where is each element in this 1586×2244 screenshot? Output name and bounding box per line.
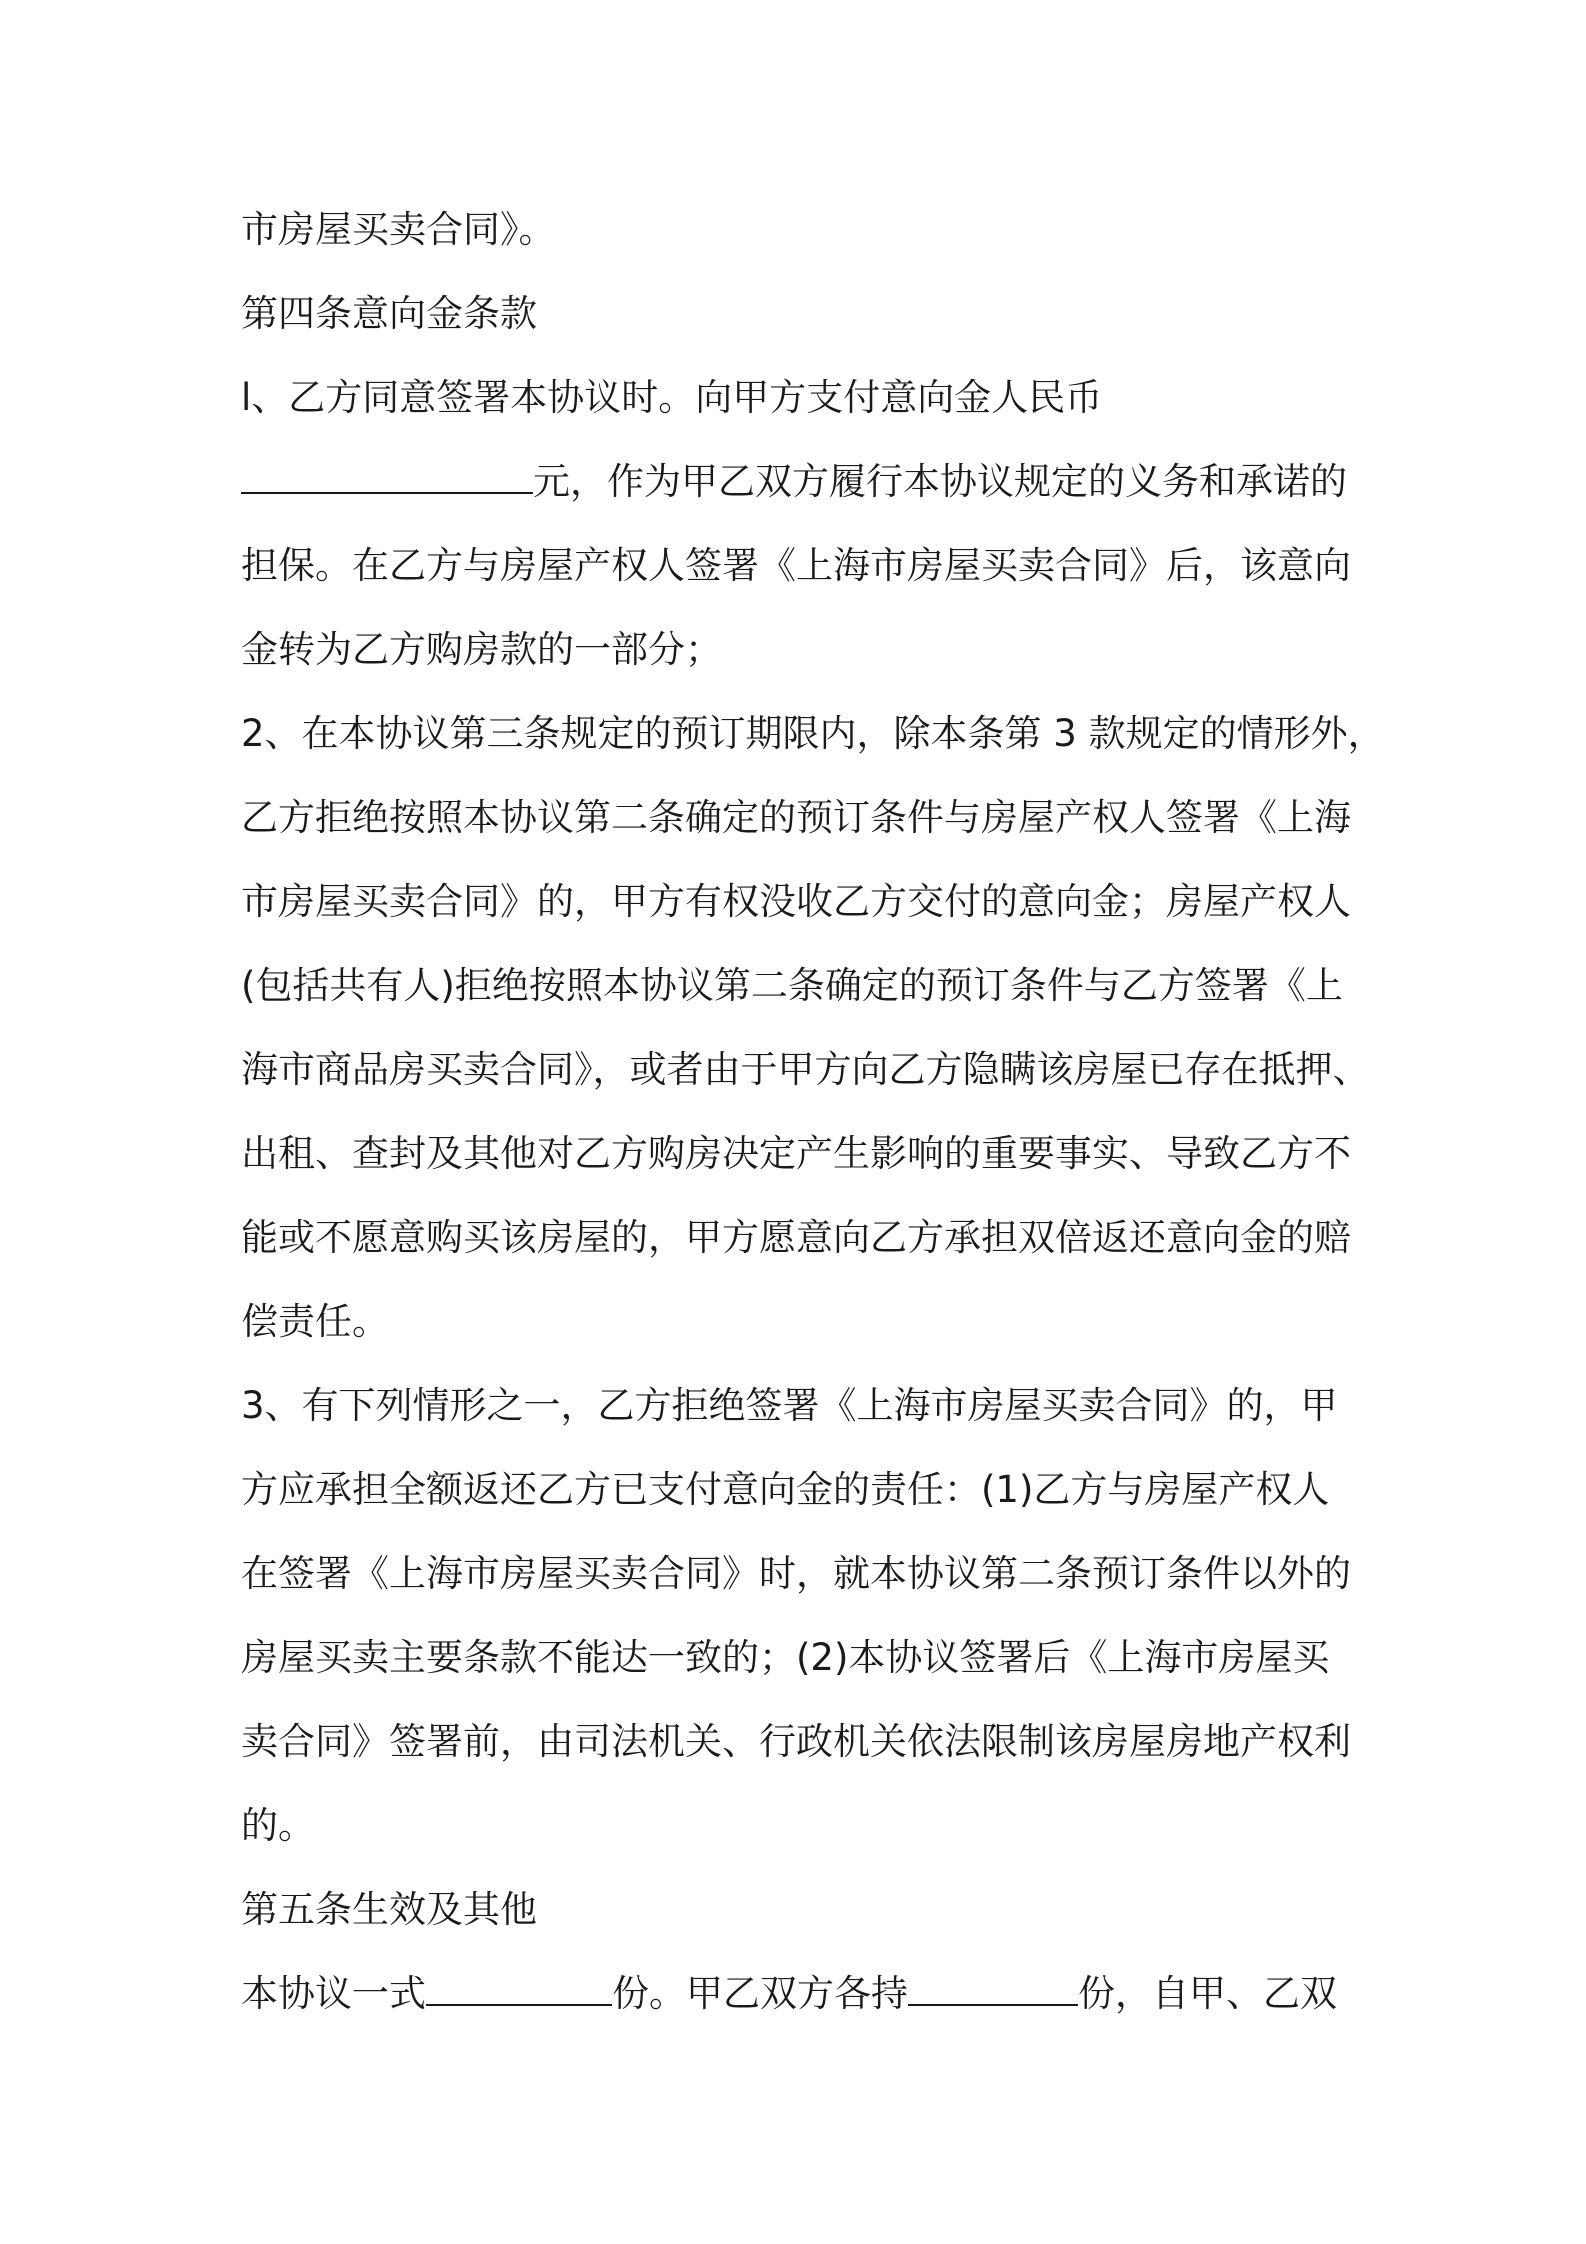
text-line: 房屋买卖主要条款不能达一致的；(2)本协议签署后《上海市房屋买 (241, 1636, 1330, 1679)
text-line: 出租、查封及其他对乙方购房决定产生影响的重要事实、导致乙方不 (241, 1132, 1351, 1175)
text-line: 的。 (241, 1804, 315, 1847)
section-heading-4: 第四条意向金条款 (241, 292, 537, 335)
text-line: 金转为乙方购房款的一部分； (241, 628, 722, 671)
text-line: 卖合同》签署前，由司法机关、行政机关依法限制该房屋房地产权利 (241, 1720, 1351, 1763)
text-line: 乙方拒绝按照本协议第二条确定的预订条件与房屋产权人签署《上海 (241, 796, 1351, 839)
text-line: l、乙方同意签署本协议时。向甲方支付意向金人民币 (241, 376, 1103, 419)
section-heading-5: 第五条生效及其他 (241, 1888, 537, 1931)
text-line: 能或不愿意购买该房屋的，甲方愿意向乙方承担双倍返还意向金的赔 (241, 1216, 1351, 1259)
copies-each-blank (908, 1974, 1078, 2006)
text-line: 在签署《上海市房屋买卖合同》时，就本协议第二条预订条件以外的 (241, 1552, 1351, 1595)
text-segment: 元，作为甲乙双方履行本协议规定的义务和承诺的 (533, 460, 1347, 503)
text-line: 偿责任。 (241, 1300, 389, 1343)
copies-total-blank (426, 1974, 612, 2006)
text-line-with-blanks (241, 1952, 1361, 2036)
text-line: 海市商品房买卖合同》，或者由于甲方向乙方隐瞒该房屋已存在抵押、 (241, 1048, 1370, 1091)
text-segment: 份。甲乙双方各持 (612, 1972, 908, 2015)
text-line: (包括共有人)拒绝按照本协议第二条确定的预订条件与乙方签署《上 (241, 964, 1343, 1007)
text-line-with-blank (241, 440, 1361, 524)
text-line: 担保。在乙方与房屋产权人签署《上海市房屋买卖合同》后，该意向 (241, 544, 1351, 587)
text-segment: 本协议一式 (241, 1972, 426, 2015)
amount-blank (241, 462, 533, 494)
contract-text (241, 188, 1385, 2036)
text-segment: 份，自甲、乙双 (1078, 1972, 1337, 2015)
text-line: 市房屋买卖合同》的，甲方有权没收乙方交付的意向金；房屋产权人 (241, 880, 1351, 923)
text-line: 2、在本协议第三条规定的预订期限内，除本条第 3 款规定的情形外， (241, 712, 1385, 755)
text-line: 市房屋买卖合同》。 (241, 208, 556, 251)
text-line: 3、有下列情形之一，乙方拒绝签署《上海市房屋买卖合同》的，甲 (241, 1384, 1338, 1427)
text-line: 方应承担全额返还乙方已支付意向金的责任：(1)乙方与房屋产权人 (241, 1468, 1330, 1511)
